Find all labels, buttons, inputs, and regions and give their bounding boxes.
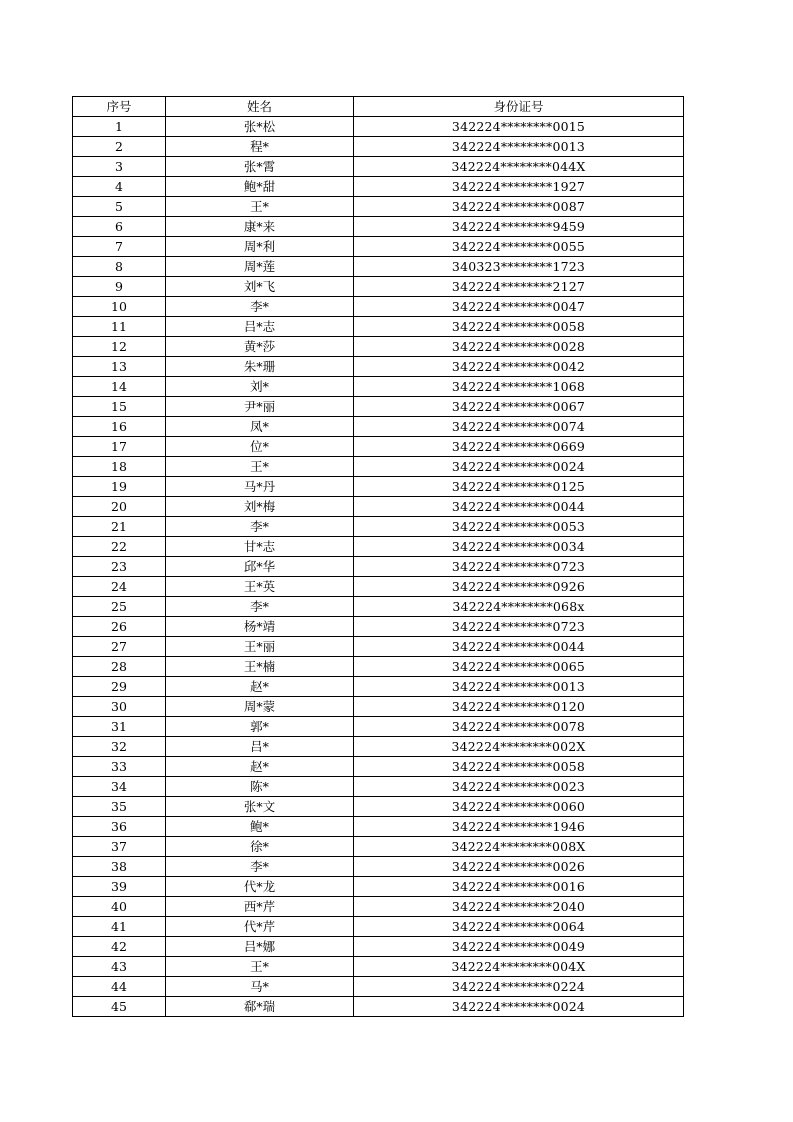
row-name-cell: 马* [166,977,354,997]
header-index: 序号 [73,97,166,117]
table-row [73,697,684,717]
table-row [73,417,684,437]
row-name-cell: 王*丽 [166,637,354,657]
table-row [73,517,684,537]
row-index-cell: 37 [73,837,166,857]
row-name-cell: 王* [166,197,354,217]
row-id-number-cell: 342224********0047 [354,297,684,317]
row-index-cell: 44 [73,977,166,997]
row-index-cell: 38 [73,857,166,877]
table-row [73,937,684,957]
row-index-cell: 40 [73,897,166,917]
row-id-number-cell: 342224********9459 [354,217,684,237]
row-name-cell: 王*楠 [166,657,354,677]
row-name-cell: 代*芹 [166,917,354,937]
table-row [73,177,684,197]
row-name-cell: 张*霄 [166,157,354,177]
row-index-cell: 25 [73,597,166,617]
row-name-cell: 赵* [166,757,354,777]
row-name-cell: 吕*志 [166,317,354,337]
row-id-number-cell: 342224********004X [354,957,684,977]
row-id-number-cell: 342224********0053 [354,517,684,537]
table-row [73,437,684,457]
row-id-number-cell: 342224********0723 [354,557,684,577]
row-index-cell: 23 [73,557,166,577]
row-index-cell: 41 [73,917,166,937]
row-name-cell: 李* [166,297,354,317]
row-name-cell: 周*莲 [166,257,354,277]
row-id-number-cell: 342224********0024 [354,457,684,477]
row-index-cell: 1 [73,117,166,137]
row-index-cell: 15 [73,397,166,417]
row-index-cell: 5 [73,197,166,217]
table-row [73,917,684,937]
row-name-cell: 陈* [166,777,354,797]
row-name-cell: 邱*华 [166,557,354,577]
row-id-number-cell: 342224********008X [354,837,684,857]
row-name-cell: 吕* [166,737,354,757]
row-name-cell: 刘*梅 [166,497,354,517]
table-row [73,237,684,257]
row-index-cell: 16 [73,417,166,437]
table-row [73,317,684,337]
row-id-number-cell: 342224********1946 [354,817,684,837]
row-index-cell: 31 [73,717,166,737]
row-name-cell: 康*来 [166,217,354,237]
row-id-number-cell: 342224********0067 [354,397,684,417]
row-name-cell: 刘* [166,377,354,397]
row-name-cell: 张*文 [166,797,354,817]
row-id-number-cell: 342224********0028 [354,337,684,357]
row-index-cell: 45 [73,997,166,1017]
row-index-cell: 9 [73,277,166,297]
row-index-cell: 26 [73,617,166,637]
row-id-number-cell: 342224********0042 [354,357,684,377]
row-index-cell: 20 [73,497,166,517]
row-name-cell: 郗*瑞 [166,997,354,1017]
table-row [73,597,684,617]
row-name-cell: 徐* [166,837,354,857]
row-index-cell: 30 [73,697,166,717]
header-name: 姓名 [166,97,354,117]
row-index-cell: 8 [73,257,166,277]
row-id-number-cell: 342224********0013 [354,677,684,697]
row-index-cell: 32 [73,737,166,757]
row-id-number-cell: 342224********0044 [354,637,684,657]
row-index-cell: 12 [73,337,166,357]
row-index-cell: 2 [73,137,166,157]
row-id-number-cell: 342224********2127 [354,277,684,297]
row-index-cell: 14 [73,377,166,397]
row-id-number-cell: 342224********0013 [354,137,684,157]
row-name-cell: 王*英 [166,577,354,597]
row-id-number-cell: 342224********0060 [354,797,684,817]
row-id-number-cell: 342224********0087 [354,197,684,217]
row-index-cell: 7 [73,237,166,257]
row-index-cell: 43 [73,957,166,977]
row-index-cell: 13 [73,357,166,377]
table-row [73,277,684,297]
row-name-cell: 鲍*甜 [166,177,354,197]
table-row [73,197,684,217]
row-name-cell: 郭* [166,717,354,737]
table-row [73,977,684,997]
row-id-number-cell: 342224********1068 [354,377,684,397]
row-index-cell: 17 [73,437,166,457]
row-id-number-cell: 342224********0078 [354,717,684,737]
row-id-number-cell: 342224********0049 [354,937,684,957]
row-id-number-cell: 342224********0055 [354,237,684,257]
row-name-cell: 周*利 [166,237,354,257]
row-index-cell: 34 [73,777,166,797]
row-name-cell: 西*芹 [166,897,354,917]
row-id-number-cell: 342224********002X [354,737,684,757]
row-index-cell: 28 [73,657,166,677]
table-row [73,677,684,697]
table-row [73,757,684,777]
row-id-number-cell: 342224********0058 [354,317,684,337]
row-id-number-cell: 342224********0723 [354,617,684,637]
row-name-cell: 黄*莎 [166,337,354,357]
table-row [73,857,684,877]
row-id-number-cell: 342224********0224 [354,977,684,997]
table-body [73,117,684,1017]
table-row [73,117,684,137]
row-name-cell: 王* [166,457,354,477]
row-index-cell: 42 [73,937,166,957]
row-id-number-cell: 342224********0044 [354,497,684,517]
row-id-number-cell: 342224********0016 [354,877,684,897]
row-name-cell: 李* [166,857,354,877]
row-name-cell: 李* [166,597,354,617]
row-id-number-cell: 340323********1723 [354,257,684,277]
table-row [73,497,684,517]
row-id-number-cell: 342224********044X [354,157,684,177]
row-index-cell: 22 [73,537,166,557]
row-name-cell: 位* [166,437,354,457]
table-row [73,537,684,557]
row-id-number-cell: 342224********1927 [354,177,684,197]
row-index-cell: 18 [73,457,166,477]
row-name-cell: 赵* [166,677,354,697]
table-row [73,657,684,677]
row-id-number-cell: 342224********0669 [354,437,684,457]
row-name-cell: 李* [166,517,354,537]
row-index-cell: 3 [73,157,166,177]
table-row [73,397,684,417]
table-row [73,737,684,757]
table-row [73,137,684,157]
table-header-row [73,97,684,117]
row-id-number-cell: 342224********0926 [354,577,684,597]
table-row [73,877,684,897]
table-row [73,557,684,577]
table-row [73,357,684,377]
table-row [73,777,684,797]
row-name-cell: 朱*珊 [166,357,354,377]
row-index-cell: 36 [73,817,166,837]
row-index-cell: 19 [73,477,166,497]
row-index-cell: 27 [73,637,166,657]
row-name-cell: 刘*飞 [166,277,354,297]
row-index-cell: 4 [73,177,166,197]
row-index-cell: 33 [73,757,166,777]
row-id-number-cell: 342224********0023 [354,777,684,797]
table-row [73,377,684,397]
table-row [73,457,684,477]
row-name-cell: 周*蒙 [166,697,354,717]
table-row [73,717,684,737]
row-name-cell: 程* [166,137,354,157]
table-row [73,617,684,637]
row-index-cell: 21 [73,517,166,537]
table-row [73,897,684,917]
table-row [73,157,684,177]
header-id-number: 身份证号 [354,97,684,117]
row-name-cell: 杨*靖 [166,617,354,637]
table-row [73,637,684,657]
row-name-cell: 王* [166,957,354,977]
row-id-number-cell: 342224********0120 [354,697,684,717]
table-row [73,837,684,857]
row-index-cell: 39 [73,877,166,897]
row-name-cell: 尹*丽 [166,397,354,417]
row-id-number-cell: 342224********2040 [354,897,684,917]
row-index-cell: 11 [73,317,166,337]
row-name-cell: 代*龙 [166,877,354,897]
row-index-cell: 6 [73,217,166,237]
row-id-number-cell: 342224********0026 [354,857,684,877]
row-id-number-cell: 342224********0015 [354,117,684,137]
row-id-number-cell: 342224********0064 [354,917,684,937]
row-id-number-cell: 342224********0065 [354,657,684,677]
row-id-number-cell: 342224********0024 [354,997,684,1017]
row-id-number-cell: 342224********0074 [354,417,684,437]
table-row [73,997,684,1017]
row-id-number-cell: 342224********0125 [354,477,684,497]
table-row [73,957,684,977]
row-id-number-cell: 342224********068x [354,597,684,617]
table-row [73,217,684,237]
table-row [73,797,684,817]
row-id-number-cell: 342224********0034 [354,537,684,557]
row-name-cell: 张*松 [166,117,354,137]
row-name-cell: 甘*志 [166,537,354,557]
table-row [73,817,684,837]
table-row [73,257,684,277]
row-index-cell: 29 [73,677,166,697]
row-name-cell: 马*丹 [166,477,354,497]
row-id-number-cell: 342224********0058 [354,757,684,777]
table-row [73,337,684,357]
roster-table [72,96,684,1017]
table-row [73,577,684,597]
row-name-cell: 凤* [166,417,354,437]
row-index-cell: 24 [73,577,166,597]
row-index-cell: 35 [73,797,166,817]
table-row [73,297,684,317]
row-index-cell: 10 [73,297,166,317]
row-name-cell: 吕*娜 [166,937,354,957]
table-row [73,477,684,497]
row-name-cell: 鲍* [166,817,354,837]
